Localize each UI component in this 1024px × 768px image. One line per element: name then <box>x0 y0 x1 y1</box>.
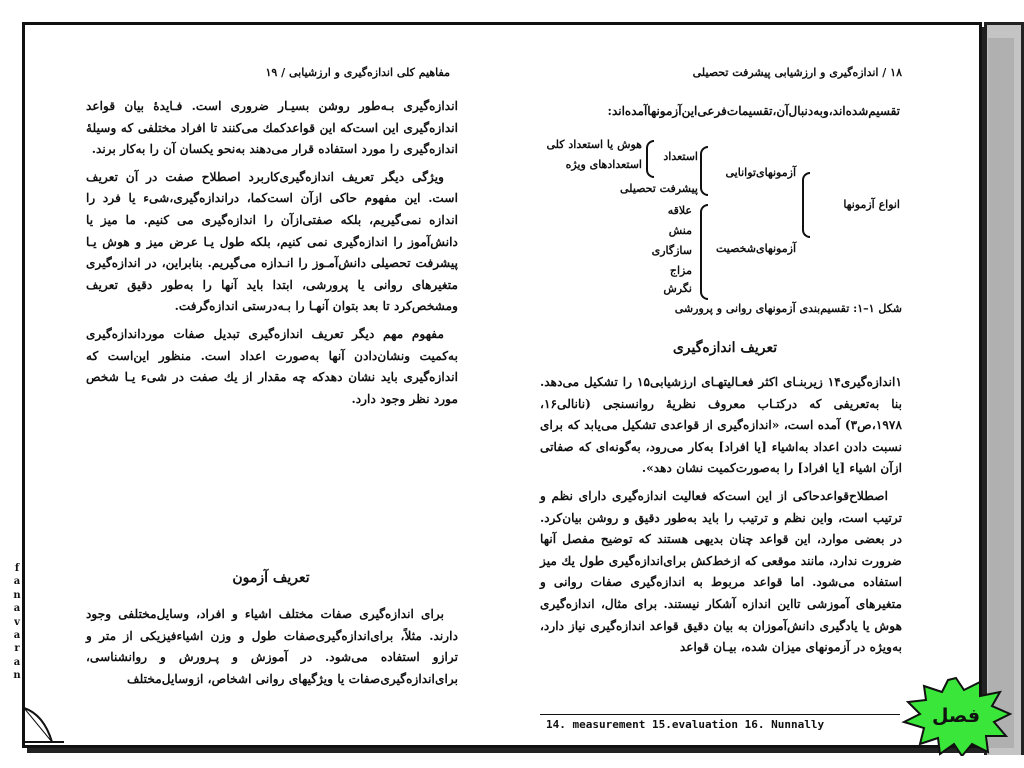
watermark-letter: f <box>14 563 20 574</box>
diagram-personality-item: علاقه <box>667 204 692 217</box>
watermark-letter: n <box>13 589 21 601</box>
diagram-aptitude: استعداد <box>663 150 698 163</box>
right-paragraph-1: ۱اندازه‌گیری۱۴ زیربنـای اکثر فعـالیتهـای ارزشیابی۱۵ را تشکیل می‌دهد. بنا به‌تعریفی که درکتـاب معروف نظریهٔ روانسنجی (نانالی۱۶، ۱۹۷۸،ص۳) آمده است، «اندازه‌گیری از قواعدی تشکیل می‌یابد که برای نسبت دادن اعداد به‌اشیاء [یا افراد] به‌کار می‌رود، به‌گونه‌ای که صفاتی ازآن اشیاء [یا افراد] را به‌صورت‌کمیت نشان دهد». <box>540 375 902 476</box>
chapter-button-label[interactable]: فصل <box>931 705 981 727</box>
diagram-personality-item: سازگاری <box>651 244 692 257</box>
right-paragraph-2: اصطلاح‌قواعدحاکی از این است‌که فعالیت اندازه‌گیری دارای نظم و ترتیب است، واین نظم و ترتیب را باید به‌طور دقیق و روشن بیان‌کرد. در بعضی موارد، این قواعد چنان بدیهی هستند که توضیح مفصل آنها ضرورت ندارد، مانند موقعی که ازخط‌کش برای‌اندازه‌گیری طول یك میز استفاده می‌شود. اما قواعد مربوط به اندازه‌گیری صفات روانی و متغیرهای آموزشی تااین اندازه آشکار نیستند. برای مثال، اندازه‌گیری هوش یا یادگیری دانش‌آموزان به بیان دقیق قواعد اندازه‌گیری نیاز دارد، به‌ویژه در آزمونهای میزان شده، بیـان قواعد <box>540 488 902 655</box>
diagram-branch-personality: آزمونهای‌شخصیت <box>715 242 796 255</box>
watermark-letter: a <box>13 656 21 668</box>
diagram-personality-item: منش <box>668 224 692 237</box>
diagram-personality-item: مزاج <box>669 264 692 277</box>
left-page-body <box>86 96 458 416</box>
right-running-head: ۱۸ / اندازه‌گیری و ارزشیابی پیشرفت تحصیلی <box>692 66 902 79</box>
page-curl-icon <box>22 704 66 744</box>
diagram-personality-item: نگرش <box>663 282 692 295</box>
figure-caption: شکل ۱–۱: تقسیم‌بندی آزمونهای روانی و پرورشی <box>674 302 902 315</box>
left-section-heading: تعریف آزمون <box>232 570 310 586</box>
right-page-body <box>540 372 902 665</box>
left-running-head: مفاهیم کلی اندازه‌گیری و ارزشیابی / ۱۹ <box>265 66 450 79</box>
watermark-letter: n <box>13 670 21 682</box>
right-edge-strip-inner <box>988 38 1014 748</box>
diagram-achievement: پیشرفت تحصیلی <box>620 182 698 195</box>
right-intro: تقسیم‌شده‌اند،وبه‌دنبال‌آن،تقسیمات‌فرعی‌این‌آزمونها‌آمده‌اند: <box>607 104 900 118</box>
diagram-root: انواع آزمونها <box>843 198 900 211</box>
watermark-letter: r <box>14 643 20 655</box>
left-paragraph-2: ویژگی دیگر تعریف اندازه‌گیری‌کاربرد اصطلاح صفت در آن تعریف است. این مفهوم حاکی ازآن است‌کما، دراندازه‌گیری،شیء یا فرد را اندازه نمی‌گیریم، بلکه صفتی‌ازآن را اندازه‌گیری می کنیم. ما میز یا دانش‌آموز را اندازه‌گیری نمی کنیم، بلکه طول یـا عرض میز و هوش یـا پیشرفت تحصیلی دانش‌آمـوز را انـدازه می‌گیریم. بنابراین، در اندازه‌گیری متغیرهای روانی یا پرورشی، ابتدا باید آنها را به‌طور دقیق تعریف ومشخص‌کرد تا بعد بتوان آنهـا را بـه‌درستی اندازه‌گرفت. <box>86 169 458 314</box>
right-section-heading: تعریف اندازه‌گیری <box>672 340 778 356</box>
vertical-watermark <box>12 562 22 683</box>
chapter-button[interactable] <box>900 676 1012 756</box>
aptitude-brace <box>646 140 654 178</box>
test-types-diagram <box>546 132 904 300</box>
footnote: 14. measurement 15.evaluation 16. Nunnally <box>546 718 825 731</box>
footnote-rule <box>540 714 900 715</box>
ability-brace <box>700 146 708 196</box>
diagram-special-aptitude: استعدادهای ویژه <box>565 158 642 171</box>
left-paragraph-3: مفهوم مهم دیگر تعریف اندازه‌گیری تبدیل صفات موردانداز‌ه‌گیری به‌کمیت ونشان‌دادن آنها به‌صورت اعداد است. منظور این‌است که اندازه‌گیری باید نشان دهدکه چه مقدار از یك صفت در شیء یـا شخص مورد نظر وجود دارد. <box>86 326 458 406</box>
watermark-letter: v <box>14 616 20 628</box>
watermark-letter: a <box>13 576 21 588</box>
diagram-general-aptitude: هوش یا استعداد کلی <box>546 138 642 151</box>
root-brace <box>802 172 810 238</box>
watermark-letter: a <box>13 630 21 642</box>
diagram-branch-ability: آزمونهای‌توانایی <box>725 166 796 179</box>
watermark-letter: a <box>13 603 21 615</box>
left-paragraph-1: اندازه‌گیری بـه‌طور روشن بسیـار ضروری است. فـایدهٔ بیان قواعد اندازه‌گیری این است‌که این قواعدکمك می‌کنند تا افراد مختلفی که وسیلهٔ اندازه‌گیری را مورد استفاده قرار می‌دهند به‌نحو یکسان آن را به‌کار برند. <box>86 99 458 157</box>
left-section-text: برای اندازه‌گیری صفات مختلف اشیاء و افراد، وسایل‌مختلفی وجود دارند. مثلاً، برای‌اندازه‌گیری‌صفات طول و وزن اشیاءفیزیکی از متر و ترازو استفاده می‌شود. در آموزش و پـرورش و روانشناسی، برای‌اندازه‌گیری‌صفات یا ویژگیهای روانی اشخاص، ازوسایل‌مختلف <box>86 607 458 686</box>
personality-brace <box>700 204 708 300</box>
